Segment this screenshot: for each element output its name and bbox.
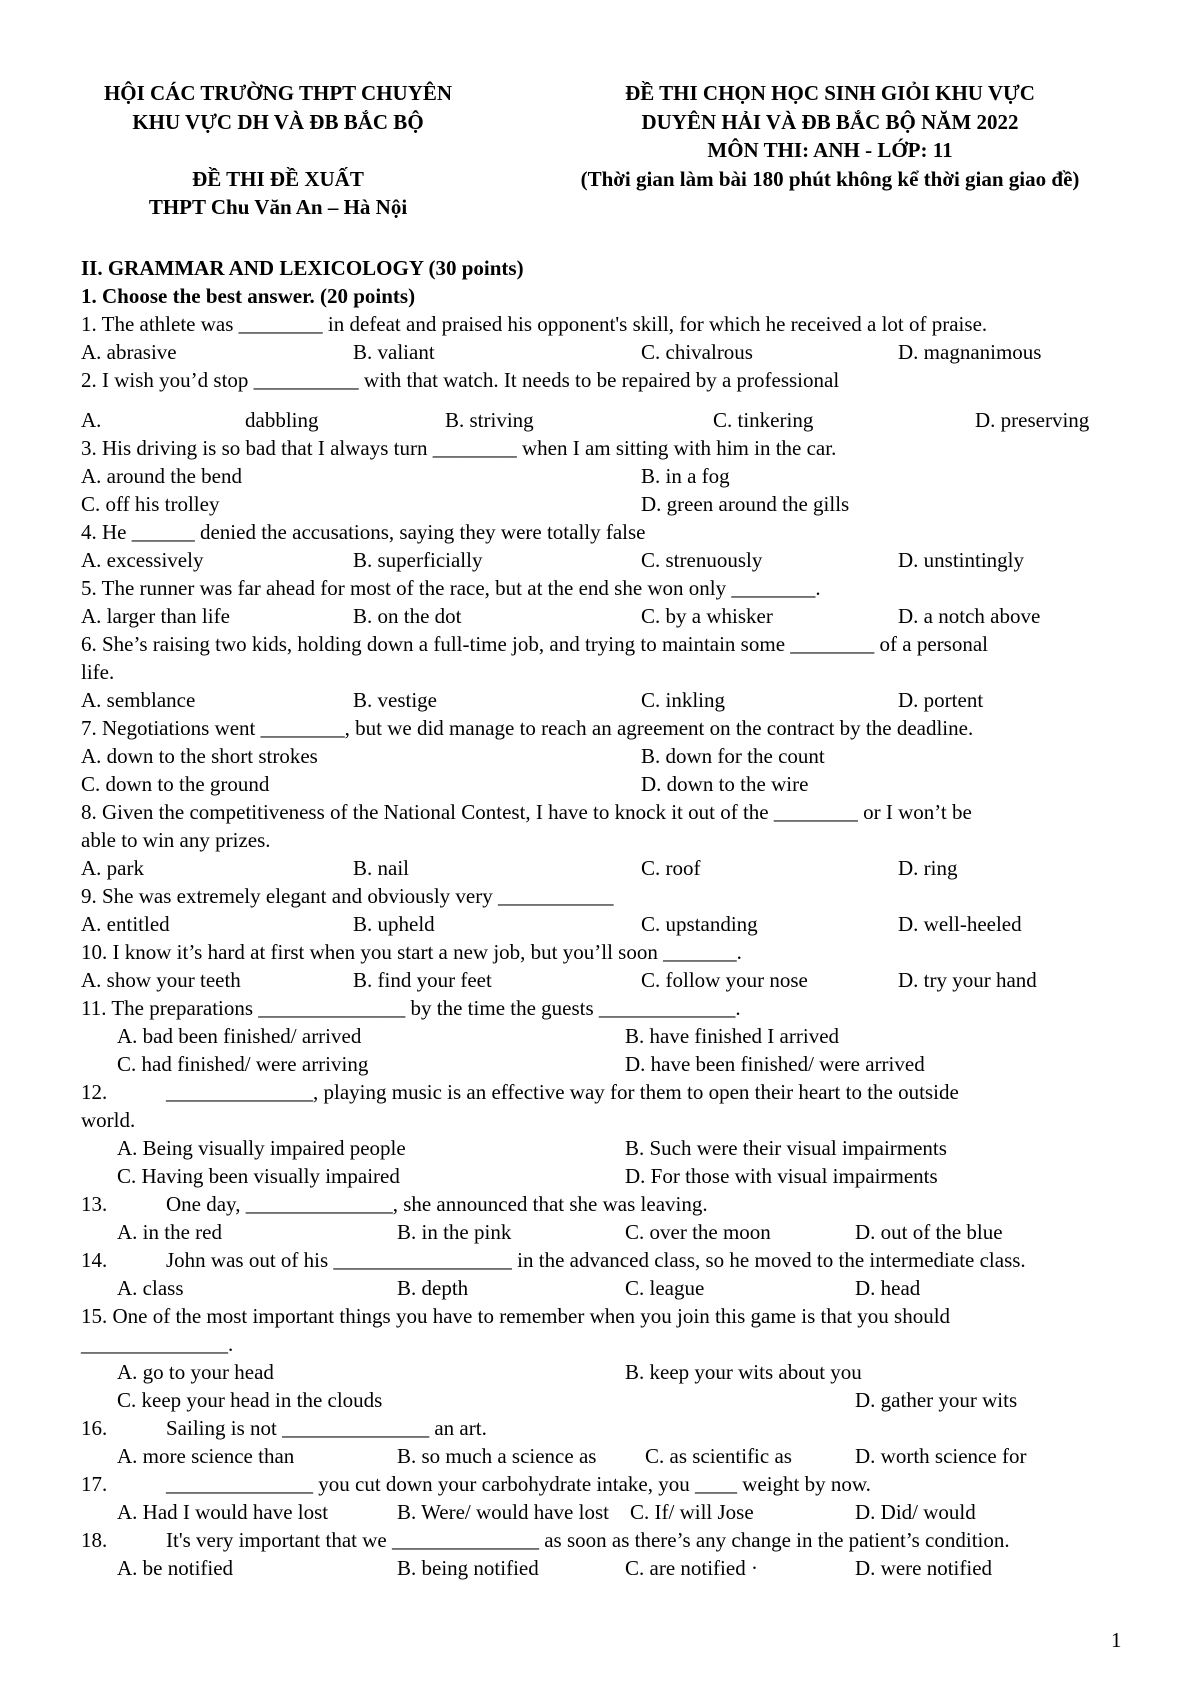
answer-option: C. roof	[641, 856, 701, 880]
answer-option: B. Such were their visual impairments	[625, 1136, 947, 1160]
answer-option: It's very important that we ______________ as soon as there’s any change in the patient’s condition.	[166, 1528, 1010, 1552]
answer-option: ______________, playing music is an effective way for them to open their heart to the outside	[166, 1080, 959, 1104]
answer-option: C. league	[625, 1276, 705, 1300]
answer-option: D. preserving	[975, 408, 1090, 432]
text-line: ______________.	[81, 1332, 234, 1356]
text-line: A. entitled	[81, 912, 170, 936]
text-line: 3. His driving is so bad that I always turn ________ when I am sitting with him in the car.	[81, 436, 837, 460]
header-right-line: MÔN THI: ANH - LỚP: 11	[707, 138, 953, 162]
answer-option: D. out of the blue	[855, 1220, 1003, 1244]
answer-option: D. gather your wits	[855, 1388, 1018, 1412]
answer-option: B. find your feet	[353, 968, 492, 992]
answer-option: C. follow your nose	[641, 968, 808, 992]
answer-option: C. strenuously	[641, 548, 763, 572]
answer-option: C. as scientific as	[645, 1444, 792, 1468]
answer-option: One day, ______________, she announced that she was leaving.	[166, 1192, 708, 1216]
text-line: 1. Choose the best answer. (20 points)	[81, 284, 416, 308]
answer-option: B. in the pink	[397, 1220, 512, 1244]
text-line: 18.	[81, 1528, 108, 1552]
answer-option: B. down for the count	[641, 744, 825, 768]
answer-option: B. have finished I arrived	[625, 1024, 840, 1048]
answer-option: C. inkling	[641, 688, 726, 712]
text-line: 1. The athlete was ________ in defeat and praised his opponent's skill, for which he received a lot of praise.	[81, 312, 988, 336]
answer-option: C. are notified ·	[625, 1556, 758, 1580]
text-line: A.	[81, 408, 102, 432]
answer-option: B. in a fog	[641, 464, 730, 488]
text-line: able to win any prizes.	[81, 828, 271, 852]
answer-option: D. have been finished/ were arrived	[625, 1052, 925, 1076]
answer-option: D. well-heeled	[898, 912, 1022, 936]
text-line: life.	[81, 660, 115, 684]
answer-option: D. portent	[898, 688, 984, 712]
answer-option: D. For those with visual impairments	[625, 1164, 938, 1188]
text-line: A. park	[81, 856, 144, 880]
header-left-line	[38, 136, 518, 165]
answer-option: C. tinkering	[713, 408, 814, 432]
text-line: A. larger than life	[81, 604, 230, 628]
text-line: 12.	[81, 1080, 108, 1104]
answer-option: D. were notified	[855, 1556, 993, 1580]
text-line: A. go to your head	[117, 1360, 274, 1384]
header-left-line: THPT Chu Văn An – Hà Nội	[148, 195, 408, 219]
answer-option: D. head	[855, 1276, 921, 1300]
text-line: 5. The runner was far ahead for most of the race, but at the end she won only ________.	[81, 576, 821, 600]
header-right-line: DUYÊN HẢI VÀ ĐB BẮC BỘ NĂM 2022	[641, 109, 1019, 134]
text-line: A. class	[117, 1276, 184, 1300]
answer-option: D. worth science for	[855, 1444, 1027, 1468]
answer-option: B. superficially	[353, 548, 483, 572]
text-line: A. Had I would have lost	[117, 1500, 329, 1524]
text-line: 10. I know it’s hard at first when you start a new job, but you’ll soon _______.	[81, 940, 742, 964]
answer-option: D. try your hand	[898, 968, 1037, 992]
text-line: A. around the bend	[81, 464, 242, 488]
answer-option: D. unstintingly	[898, 548, 1025, 572]
text-line: 6. She’s raising two kids, holding down a full-time job, and trying to maintain some ________ of a personal	[81, 632, 988, 656]
text-line: A. be notified	[117, 1556, 234, 1580]
answer-option: B. so much a science as	[397, 1444, 597, 1468]
text-line: world.	[81, 1108, 136, 1132]
text-line: 8. Given the competitiveness of the National Contest, I have to knock it out of the ________ or I won’t be	[81, 800, 972, 824]
answer-option: B. nail	[353, 856, 409, 880]
text-line: C. keep your head in the clouds	[117, 1388, 383, 1412]
text-line: 17.	[81, 1472, 108, 1496]
answer-option: Sailing is not ______________ an art.	[166, 1416, 487, 1440]
text-line: A. in the red	[117, 1220, 222, 1244]
answer-option: B. being notified	[397, 1556, 539, 1580]
answer-option: C. chivalrous	[641, 340, 753, 364]
text-line: 11. The preparations ______________ by the time the guests _____________.	[81, 996, 741, 1020]
text-line: A. Being visually impaired people	[117, 1136, 406, 1160]
text-line: 4. He ______ denied the accusations, saying they were totally false	[81, 520, 646, 544]
answer-option: D. a notch above	[898, 604, 1041, 628]
text-line: II. GRAMMAR AND LEXICOLOGY (30 points)	[81, 256, 524, 280]
text-line: C. had finished/ were arriving	[117, 1052, 369, 1076]
text-line: C. off his trolley	[81, 492, 220, 516]
answer-option: ______________ you cut down your carbohydrate intake, you ____ weight by now.	[166, 1472, 871, 1496]
header-right-line: (Thời gian làm bài 180 phút không kể thời gian giao đề)	[580, 166, 1080, 191]
text-line: A. abrasive	[81, 340, 177, 364]
text-line: C. Having been visually impaired	[117, 1164, 400, 1188]
text-line: 16.	[81, 1416, 108, 1440]
header-left	[38, 79, 518, 222]
header-left-line: KHU VỰC DH VÀ ĐB BẮC BỘ	[132, 109, 424, 134]
text-line: A. show your teeth	[81, 968, 241, 992]
text-line: A. down to the short strokes	[81, 744, 318, 768]
header-right-line: ĐỀ THI CHỌN HỌC SINH GIỎI KHU VỰC	[625, 81, 1035, 105]
text-line: 7. Negotiations went ________, but we did manage to reach an agreement on the contract by the deadline.	[81, 716, 974, 740]
answer-option: B. depth	[397, 1276, 469, 1300]
text-line: C. down to the ground	[81, 772, 270, 796]
text-line: A. excessively	[81, 548, 204, 572]
answer-option: B. upheld	[353, 912, 435, 936]
answer-option: D. green around the gills	[641, 492, 850, 516]
answer-option: John was out of his _________________ in the advanced class, so he moved to the intermediate class.	[166, 1248, 1026, 1272]
answer-option: B. keep your wits about you	[625, 1360, 862, 1384]
answer-option: B. vestige	[353, 688, 437, 712]
answer-option: C. upstanding	[641, 912, 758, 936]
answer-option: B. on the dot	[353, 604, 462, 628]
text-line: 14.	[81, 1248, 108, 1272]
answer-option: B. striving	[445, 408, 534, 432]
text-line: 15. One of the most important things you have to remember when you join this game is that you should	[81, 1304, 951, 1328]
answer-option: dabbling	[245, 408, 319, 432]
answer-option: C. If/ will Jose	[630, 1500, 754, 1524]
header-left-line: HỘI CÁC TRƯỜNG THPT CHUYÊN	[103, 81, 453, 105]
answer-option: D. down to the wire	[641, 772, 809, 796]
text-line: 9. She was extremely elegant and obviously very ___________	[81, 884, 614, 908]
answer-option: C. by a whisker	[641, 604, 773, 628]
header-right	[520, 79, 1140, 193]
answer-option: D. magnanimous	[898, 340, 1042, 364]
answer-option: B. valiant	[353, 340, 435, 364]
text-line: A. bad been finished/ arrived	[117, 1024, 362, 1048]
text-line: 2. I wish you’d stop __________ with that watch. It needs to be repaired by a professional	[81, 368, 840, 392]
text-line: A. more science than	[117, 1444, 295, 1468]
answer-option: D. ring	[898, 856, 958, 880]
text-line: 13.	[81, 1192, 108, 1216]
page-number: 1	[1111, 1628, 1122, 1652]
answer-option: B. Were/ would have lost	[397, 1500, 609, 1524]
text-line: A. semblance	[81, 688, 196, 712]
header-left-line: ĐỀ THI ĐỀ XUẤT	[192, 166, 364, 191]
answer-option: D. Did/ would	[855, 1500, 976, 1524]
answer-option: C. over the moon	[625, 1220, 771, 1244]
